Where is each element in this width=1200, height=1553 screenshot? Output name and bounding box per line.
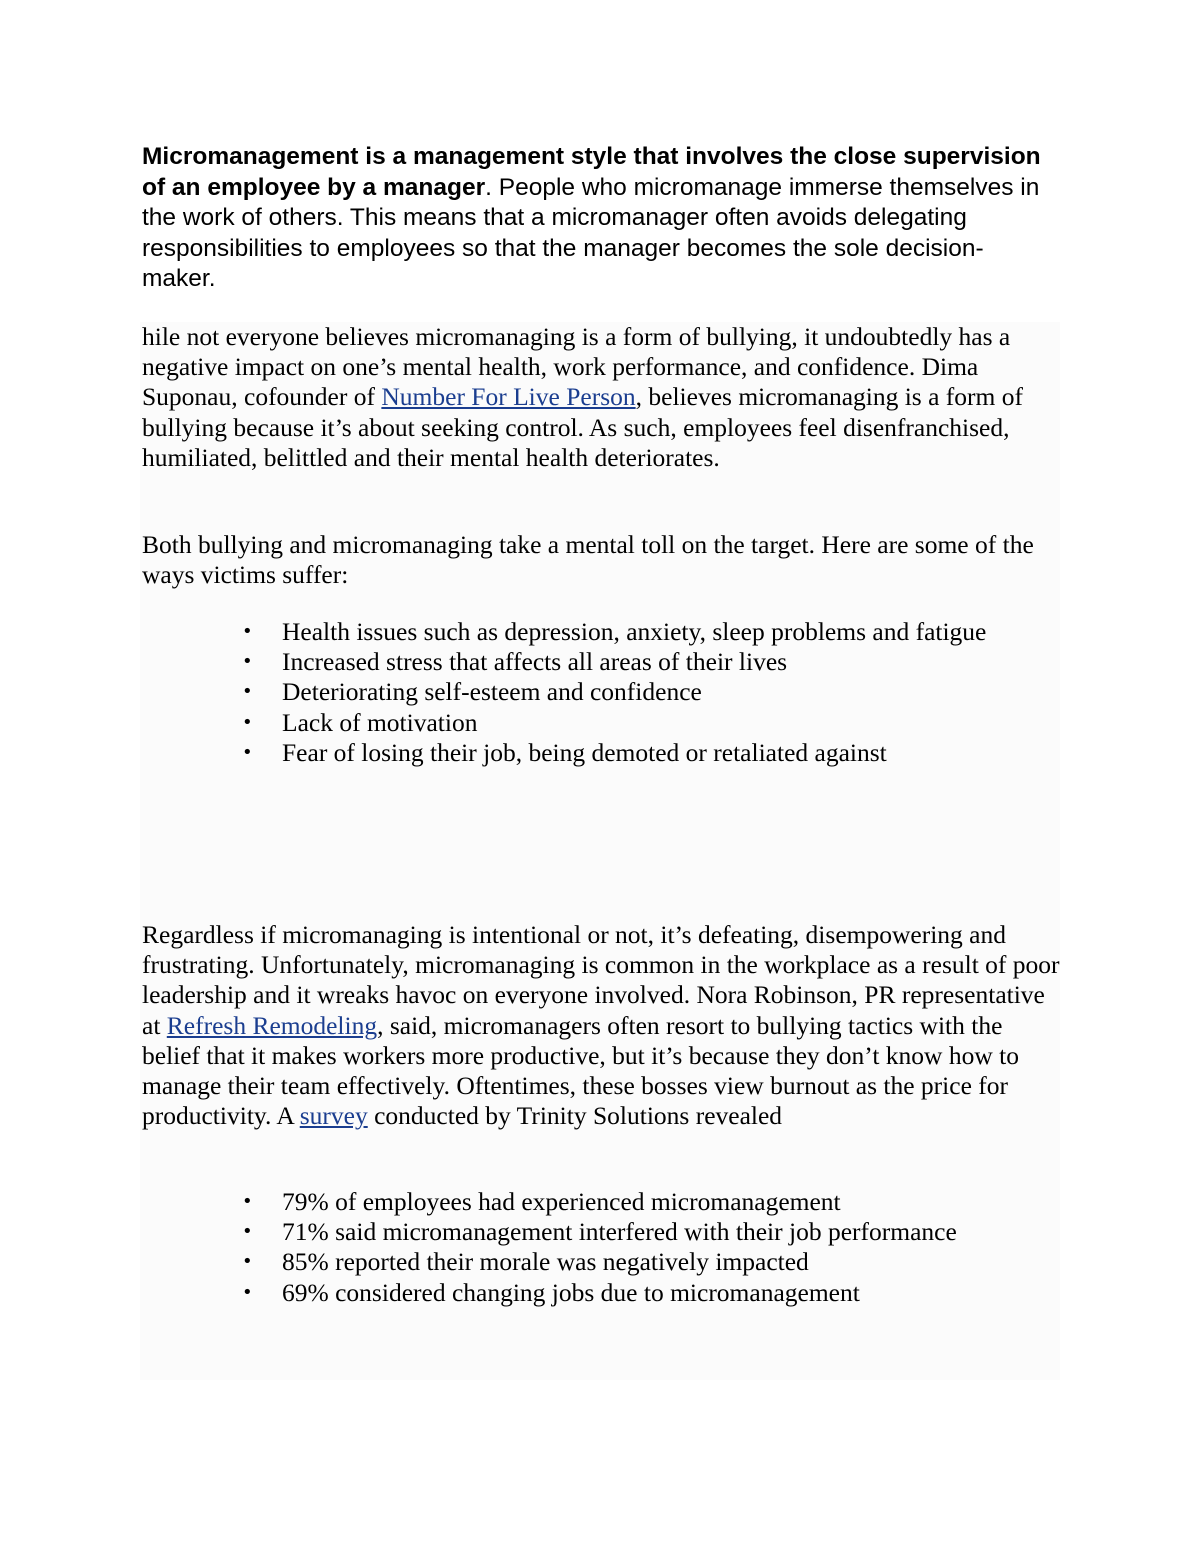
- list-item-text: Health issues such as depression, anxiety, sleep problems and fatigue: [282, 617, 987, 646]
- paragraph-text: , said, micromanagers often resort to bullying tactics with the belief that it makes workers more productive, but it’s because they don’t know how to manage their team effectively. Oftentimes, these bosses view burnout as the price for productivity. A: [142, 1010, 1019, 1131]
- paragraph-text: hile not everyone believes micromanaging is a form of bullying, it undoubtedly has a negative impact on one’s mental health, work performance, and confidence. Dima Suponau, cofounder of: [142, 322, 1011, 412]
- survey-results-list: [142, 1187, 1062, 1308]
- bullet-icon: •: [242, 711, 253, 733]
- paragraph-text: conducted by Trinity Solutions revealed: [367, 1101, 783, 1131]
- list-item: [142, 1247, 1062, 1277]
- list-item: [142, 1187, 1062, 1217]
- list-item: [142, 708, 1062, 738]
- bullet-icon: •: [242, 741, 253, 763]
- list-item-text: Lack of motivation: [282, 707, 478, 737]
- list-item-text: 79% of employees had experienced micromanagement: [282, 1187, 841, 1216]
- bullet-icon: •: [242, 1221, 253, 1243]
- list-item-text: 71% said micromanagement interfered with their job performance: [282, 1217, 957, 1247]
- bullet-icon: •: [242, 1191, 253, 1212]
- intro-bold-text: Micromanagement is a management style that involves the close supervision of an employee by a manager: [142, 143, 1041, 201]
- list-item: [142, 1217, 1062, 1247]
- paragraph-bullying-opinion: [142, 322, 1062, 473]
- link-survey[interactable]: survey: [299, 1101, 368, 1131]
- list-item-text: 85% reported their morale was negatively impacted: [282, 1247, 809, 1277]
- link-refresh-remodeling[interactable]: Refresh Remodeling: [166, 1010, 378, 1040]
- list-item-text: Fear of losing their job, being demoted or retaliated against: [282, 737, 887, 767]
- bullet-icon: •: [242, 681, 253, 703]
- link-number-for-live-person[interactable]: Number For Live Person: [381, 382, 636, 412]
- list-item-text: Increased stress that affects all areas of their lives: [282, 647, 788, 677]
- list-item: [142, 617, 1062, 647]
- list-item: [142, 1278, 1062, 1308]
- list-item: [142, 677, 1062, 707]
- intro-paragraph: [142, 142, 1042, 295]
- paragraph-mental-toll: Both bullying and micromanaging take a mental toll on the target. Here are some of the ways victims suffer:: [142, 530, 1034, 590]
- paragraph-text: , believes micromanaging is a form of bullying because it’s about seeking control. As such, employees feel disenfranchised, humiliated, belittled and their mental health deteriorates.: [142, 382, 1023, 472]
- paragraph-text: Regardless if micromanaging is intentional or not, it’s defeating, disempowering and frustrating. Unfortunately, micromanaging is common in the workplace as a result of poor leadership and it wreaks havoc on everyone involved. Nora Robinson, PR representative at: [142, 920, 1060, 1040]
- list-item-text: Deteriorating self-esteem and confidence: [282, 677, 702, 707]
- bullet-icon: •: [242, 621, 253, 642]
- bullet-icon: •: [242, 1251, 253, 1273]
- bullet-icon: •: [242, 1281, 253, 1303]
- list-item: [142, 647, 1062, 677]
- bullet-icon: •: [242, 651, 253, 673]
- list-item: [142, 738, 1062, 768]
- paragraph-regardless: [142, 920, 1062, 1131]
- victim-effects-list: [142, 617, 1062, 768]
- intro-rest-text: . People who micromanage immerse themselves in the work of others. This means that a micromanager often avoids delegating responsibilities to employees so that the manager becomes the sole decision-maker.: [142, 173, 1040, 293]
- list-item-text: 69% considered changing jobs due to micromanagement: [282, 1277, 860, 1307]
